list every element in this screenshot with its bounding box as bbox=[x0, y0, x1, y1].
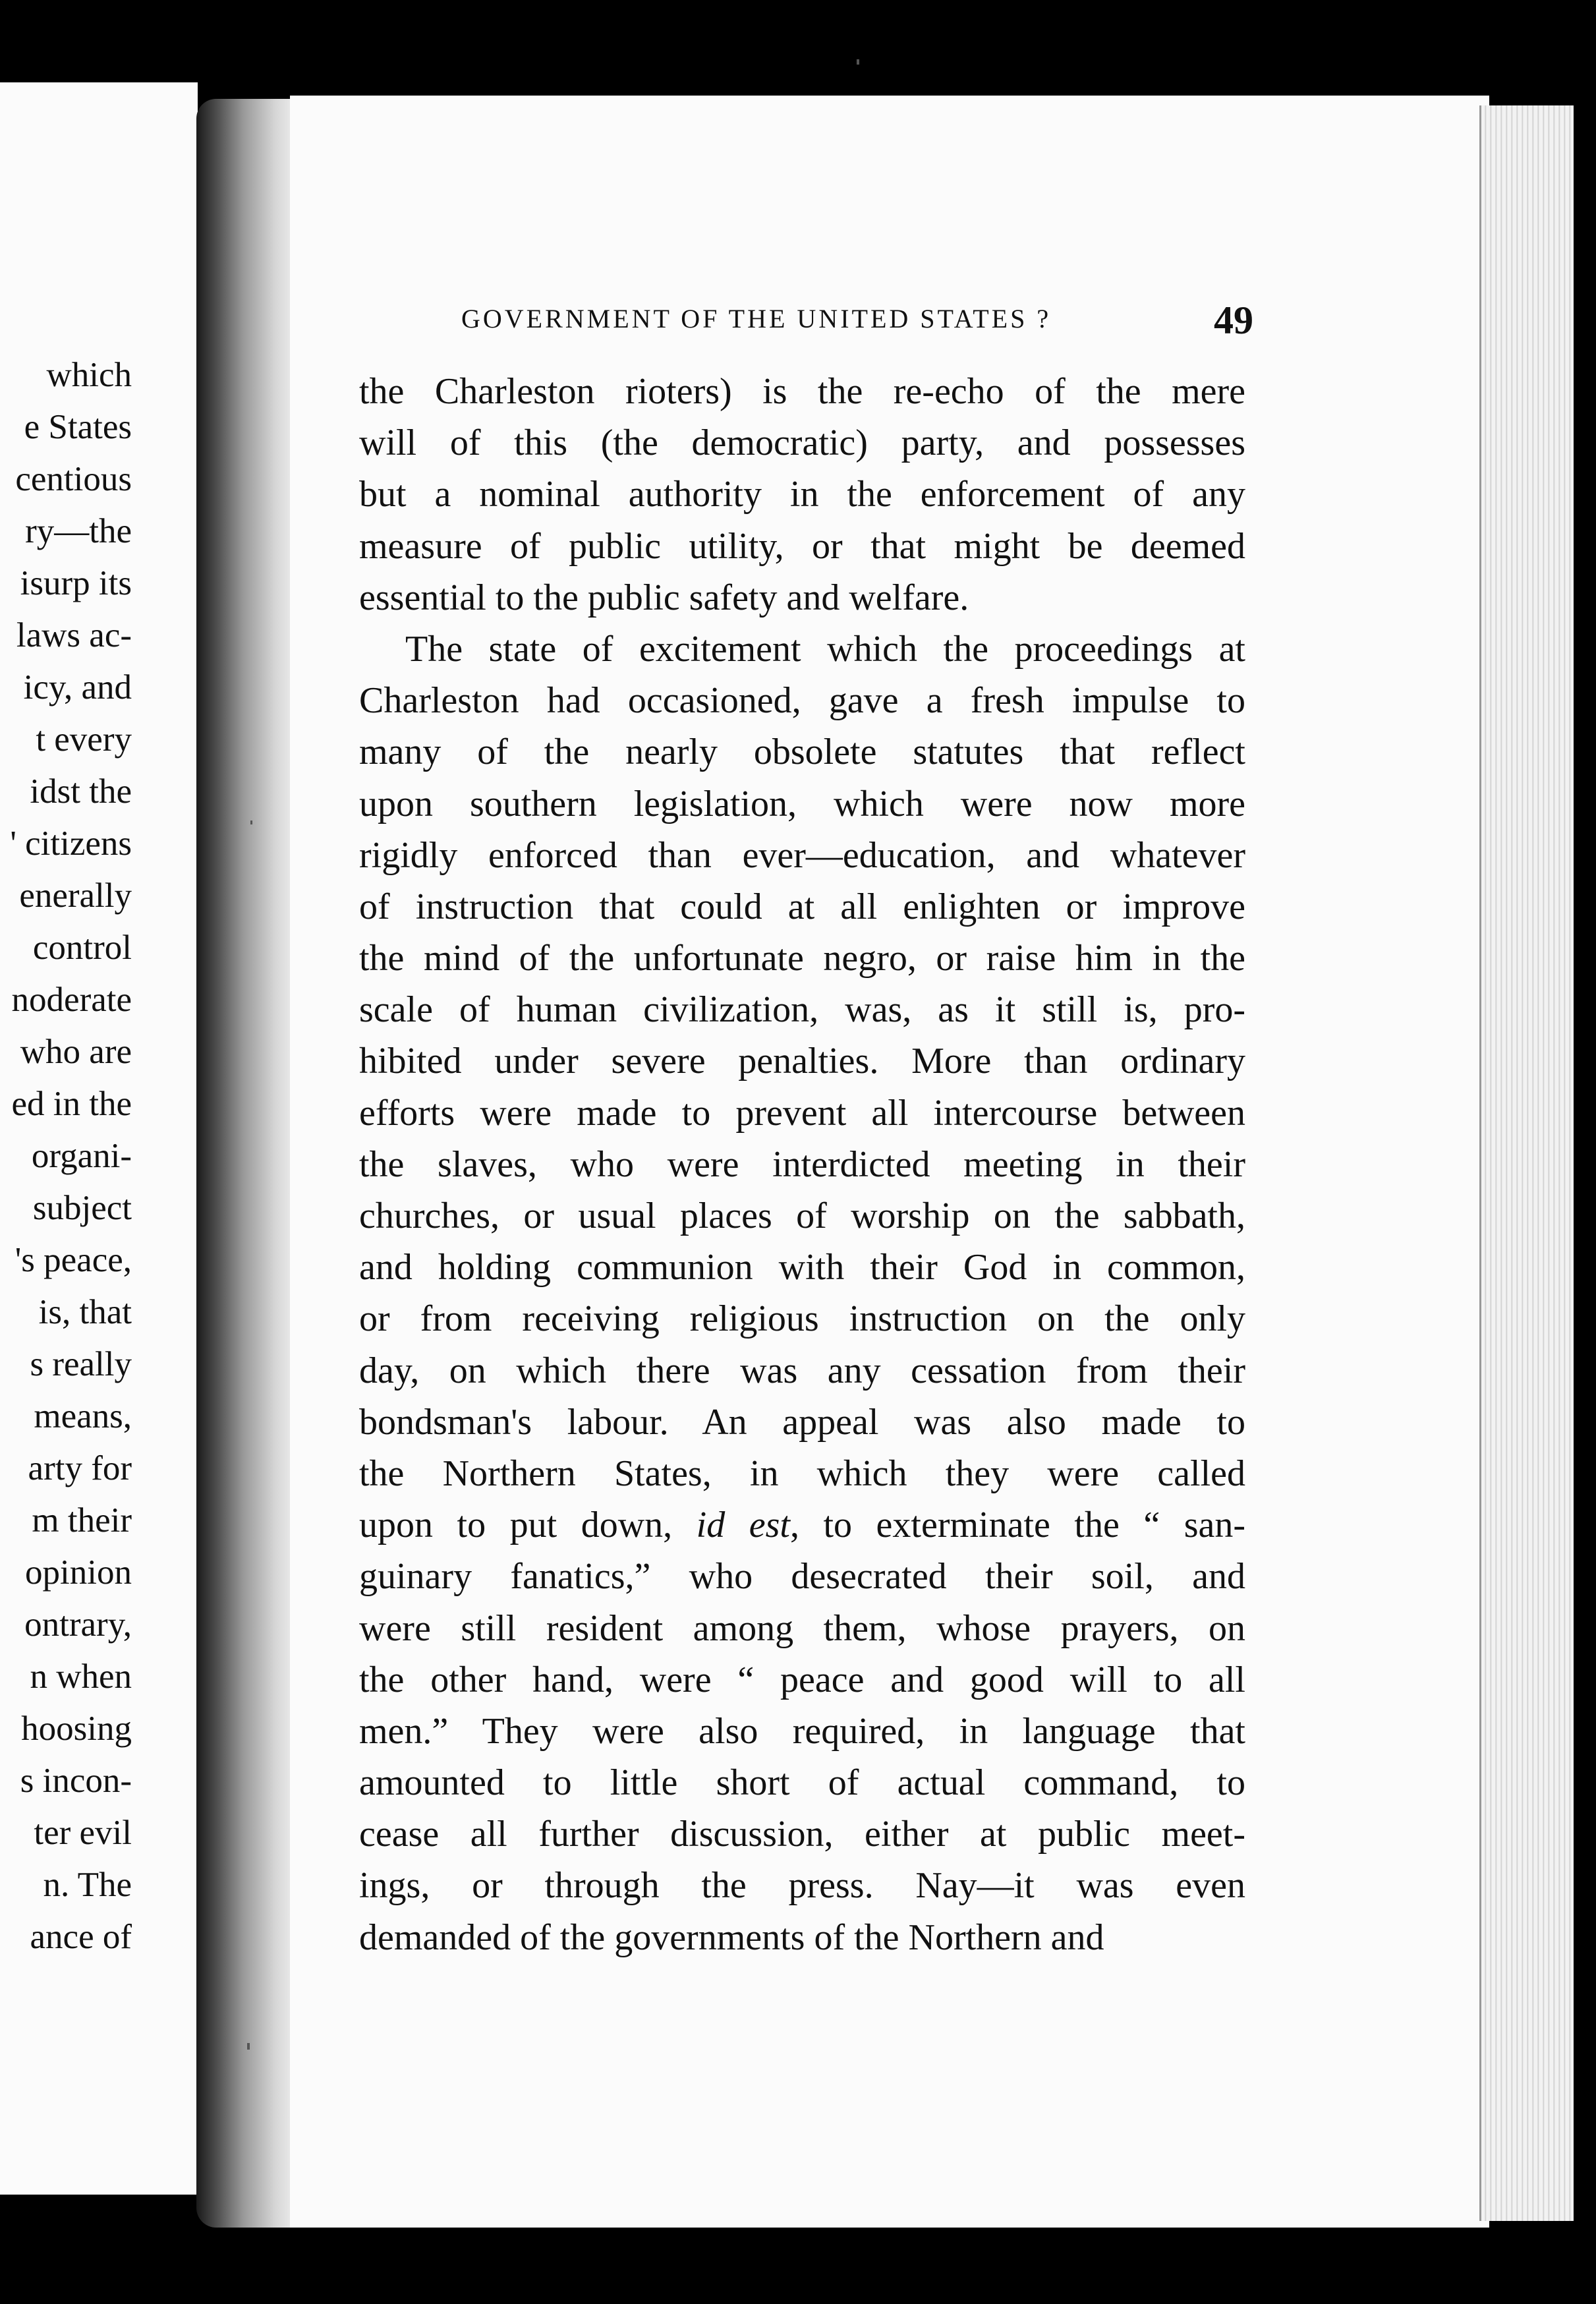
body-line: and holding communion with their God in common, bbox=[359, 1247, 1245, 1288]
body-line: bondsman's labour. An appeal was also made to bbox=[359, 1401, 1245, 1443]
body-line: amounted to little short of actual command, to bbox=[359, 1762, 1245, 1804]
scan-speck bbox=[250, 821, 252, 824]
body-line: essential to the public safety and welfare. bbox=[359, 577, 969, 618]
body-line: were still resident among them, whose prayers, on bbox=[359, 1607, 1245, 1649]
left-page-line: arty for bbox=[28, 1449, 132, 1487]
left-page-line: idst the bbox=[30, 772, 132, 811]
left-page-line: means, bbox=[34, 1397, 132, 1435]
left-page-line: enerally bbox=[19, 877, 132, 915]
body-line: but a nominal authority in the enforcement of any bbox=[359, 474, 1245, 515]
left-page-line: isurp its bbox=[20, 564, 132, 602]
left-page-line: e States bbox=[24, 408, 132, 446]
left-page-line: laws ac- bbox=[16, 616, 132, 654]
body-line: cease all further discussion, either at public meet- bbox=[359, 1814, 1245, 1855]
body-line: ings, or through the press. Nay—it was even bbox=[359, 1865, 1245, 1907]
body-line: men.” They were also required, in language that bbox=[359, 1710, 1245, 1752]
left-page-line: which bbox=[46, 356, 132, 394]
left-page-line: who are bbox=[20, 1033, 132, 1071]
left-page-line: noderate bbox=[11, 981, 132, 1019]
left-page-line: 's peace, bbox=[14, 1241, 132, 1279]
body-line: will of this (the democratic) party, and possesses bbox=[359, 422, 1245, 464]
body-line: The state of excitement which the proceedings at bbox=[405, 628, 1245, 670]
body-line: Charleston had occasioned, gave a fresh impulse to bbox=[359, 680, 1245, 722]
page-edge-stack bbox=[1479, 105, 1574, 2221]
left-page-line: m their bbox=[32, 1501, 132, 1540]
left-page-text bbox=[0, 349, 132, 1963]
left-page-line: t every bbox=[36, 720, 132, 759]
left-page-line: organi- bbox=[31, 1137, 132, 1175]
left-page-line: ontrary, bbox=[24, 1605, 132, 1644]
left-page-line: ' citizens bbox=[10, 824, 132, 863]
left-page-line: control bbox=[32, 929, 132, 967]
left-page-fragment bbox=[0, 82, 198, 2195]
body-line: upon to put down, id est, to exterminate the “ san- bbox=[359, 1505, 1245, 1546]
body-text bbox=[359, 366, 1245, 1963]
body-line: guinary fanatics,” who desecrated their soil, and bbox=[359, 1556, 1245, 1598]
left-page-line: is, that bbox=[38, 1293, 132, 1331]
body-line: the slaves, who were interdicted meeting in their bbox=[359, 1143, 1245, 1185]
body-line: the Charleston rioters) is the re-echo of the mere bbox=[359, 371, 1245, 412]
body-line: efforts were made to prevent all intercourse between bbox=[359, 1092, 1245, 1134]
body-line: measure of public utility, or that might be deemed bbox=[359, 525, 1245, 567]
left-page-line: hoosing bbox=[21, 1710, 132, 1748]
page-number: 49 bbox=[1214, 299, 1253, 342]
left-page-line: n. The bbox=[43, 1866, 132, 1904]
body-line: demanded of the governments of the Northern and bbox=[359, 1916, 1104, 1958]
book-gutter-shadow bbox=[196, 99, 302, 2228]
left-page-line: ter evil bbox=[34, 1814, 132, 1852]
left-page-line: opinion bbox=[25, 1553, 132, 1592]
body-line: scale of human civilization, was, as it still is, pro- bbox=[359, 989, 1245, 1031]
body-line: the other hand, were “ peace and good will to all bbox=[359, 1659, 1245, 1700]
body-line: rigidly enforced than ever—education, and whatever bbox=[359, 834, 1245, 876]
left-page-line: ry—the bbox=[25, 512, 132, 550]
left-page-line: ed in the bbox=[11, 1085, 132, 1123]
italic-phrase: id est bbox=[696, 1505, 790, 1546]
left-page-line: centious bbox=[15, 460, 132, 498]
scan-speck bbox=[857, 59, 859, 65]
body-line: the Northern States, in which they were called bbox=[359, 1453, 1245, 1494]
body-line: day, on which there was any cessation from their bbox=[359, 1350, 1245, 1391]
left-page-line: n when bbox=[30, 1657, 132, 1696]
body-line: upon southern legislation, which were now more bbox=[359, 783, 1245, 824]
body-line: many of the nearly obsolete statutes that reflect bbox=[359, 732, 1245, 773]
running-head bbox=[461, 299, 1253, 343]
left-page-line: subject bbox=[32, 1189, 132, 1227]
left-page-line: ance of bbox=[30, 1918, 132, 1956]
body-line: hibited under severe penalties. More than ordinary bbox=[359, 1041, 1245, 1082]
body-line: the mind of the unfortunate negro, or raise him in the bbox=[359, 938, 1245, 979]
body-line: or from receiving religious instruction on the only bbox=[359, 1298, 1245, 1340]
body-line: of instruction that could at all enlighten or improve bbox=[359, 886, 1245, 927]
left-page-line: s really bbox=[30, 1345, 132, 1383]
scan-speck bbox=[247, 2043, 250, 2050]
left-page-line: s incon- bbox=[20, 1762, 132, 1800]
running-title: GOVERNMENT OF THE UNITED STATES ? bbox=[461, 304, 1052, 333]
body-line: churches, or usual places of worship on the sabbath, bbox=[359, 1195, 1245, 1236]
left-page-line: icy, and bbox=[23, 668, 132, 706]
